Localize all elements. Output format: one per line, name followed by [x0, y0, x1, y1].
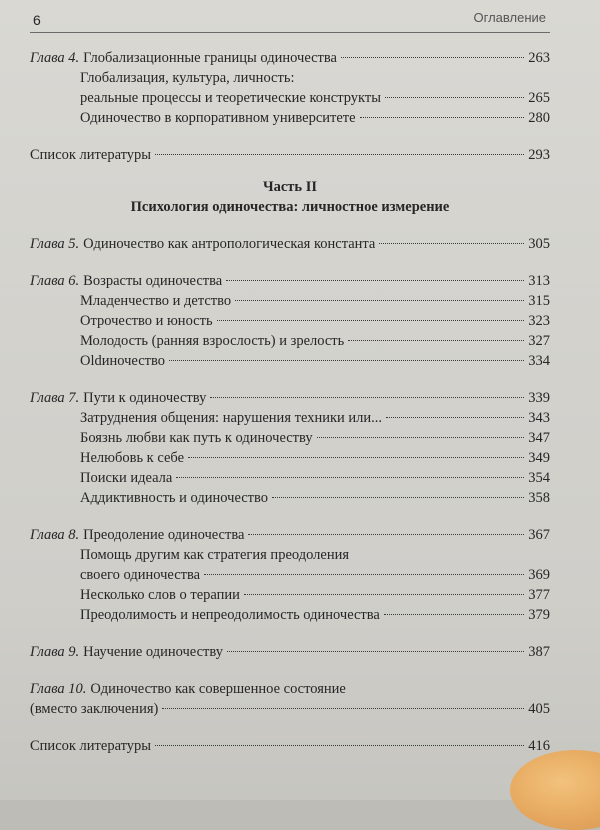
toc-entry[interactable]	[30, 679, 550, 699]
dot-leader	[341, 57, 524, 58]
entry-title: Глобализация, культура, личность:	[80, 70, 295, 86]
entry-title: Научение одиночеству	[83, 644, 223, 660]
toc-entry[interactable]	[30, 88, 550, 108]
chapter-label: Глава 6.	[30, 273, 80, 289]
entry-title: Список литературы	[30, 738, 152, 754]
toc-entry[interactable]	[30, 234, 550, 254]
entry-title: Пути к одиночеству	[83, 390, 207, 406]
entry-title: Одиночество в корпоративном университете	[80, 110, 356, 126]
entry-title: Боязнь любви как путь к одиночеству	[80, 430, 313, 446]
toc-entry[interactable]	[30, 331, 550, 351]
toc-entry[interactable]	[30, 108, 550, 128]
dot-leader	[176, 477, 524, 478]
toc-entry[interactable]	[30, 488, 550, 508]
toc-entry[interactable]	[30, 565, 550, 585]
page-ref: 358	[528, 490, 550, 506]
page-ref: 323	[528, 313, 550, 329]
page-ref: 416	[528, 738, 550, 754]
entry-title: Глобализационные границы одиночества	[83, 50, 337, 66]
spacer	[30, 217, 550, 234]
page-ref: 405	[528, 701, 550, 717]
toc-entry[interactable]	[30, 736, 550, 756]
header-rule	[30, 32, 550, 33]
toc-entry[interactable]	[30, 145, 550, 165]
entry-title: Молодость (ранняя взрослость) и зрелость	[80, 333, 345, 349]
toc-entry[interactable]	[30, 291, 550, 311]
dot-leader	[235, 300, 524, 301]
page-ref: 293	[528, 147, 550, 163]
chapter-label: Глава 8.	[30, 527, 80, 543]
spacer	[30, 371, 550, 388]
dot-leader	[348, 340, 524, 341]
page-ref: 387	[528, 644, 550, 660]
page-ref: 339	[528, 390, 550, 406]
entry-title: (вместо заключения)	[30, 701, 159, 717]
spacer	[30, 508, 550, 525]
entry-title: Отрочество и юность	[80, 313, 213, 329]
page-ref: 354	[528, 470, 550, 486]
page-ref: 369	[528, 567, 550, 583]
dot-leader	[272, 497, 524, 498]
finger-tip	[510, 750, 600, 830]
dot-leader	[210, 397, 524, 398]
dot-leader	[379, 243, 524, 244]
dot-leader	[155, 745, 524, 746]
entry-title: реальные процессы и теоретические конструкты	[80, 90, 381, 106]
entry-title: Затруднения общения: нарушения техники или...	[80, 410, 383, 426]
entry-title: Поиски идеала	[80, 470, 173, 486]
spacer	[30, 254, 550, 271]
spacer	[30, 165, 550, 177]
dot-leader	[384, 614, 524, 615]
toc-entry[interactable]	[30, 388, 550, 408]
entry-title: Одиночество как антропологическая константа	[83, 236, 376, 252]
toc-entry[interactable]	[30, 68, 550, 88]
dot-leader	[226, 280, 524, 281]
toc-entry[interactable]	[30, 525, 550, 545]
page-ref: 334	[528, 353, 550, 369]
page-ref: 280	[528, 110, 550, 126]
dot-leader	[385, 97, 524, 98]
toc-entry[interactable]	[30, 351, 550, 371]
toc-entry[interactable]	[30, 585, 550, 605]
entry-title: Oldиночество	[80, 353, 166, 369]
toc-entry[interactable]	[30, 408, 550, 428]
dot-leader	[169, 360, 524, 361]
entry-title: Помощь другим как стратегия преодоления	[80, 547, 350, 563]
dot-leader	[244, 594, 524, 595]
dot-leader	[248, 534, 524, 535]
spacer	[30, 719, 550, 736]
running-head: Оглавление	[473, 10, 546, 25]
toc-entry[interactable]	[30, 605, 550, 625]
part-title: Психология одиночества: личностное измерение	[130, 199, 450, 215]
page-number: 6	[33, 12, 41, 28]
page-ref: 263	[528, 50, 550, 66]
page-ref: 347	[528, 430, 550, 446]
entry-title: Нелюбовь к себе	[80, 450, 185, 466]
toc-entry[interactable]	[30, 448, 550, 468]
entry-title: Одиночество как совершенное состояние	[90, 681, 346, 697]
toc-entry[interactable]	[30, 271, 550, 291]
chapter-label: Глава 4.	[30, 50, 80, 66]
entry-title: Несколько слов о терапии	[80, 587, 240, 603]
entry-title: Список литературы	[30, 147, 152, 163]
page-ref: 343	[528, 410, 550, 426]
entry-title: своего одиночества	[80, 567, 201, 583]
chapter-label: Глава 10.	[30, 681, 87, 697]
page-ref: 367	[528, 527, 550, 543]
chapter-label: Глава 7.	[30, 390, 80, 406]
dot-leader	[227, 651, 524, 652]
entry-title: Преодоление одиночества	[83, 527, 245, 543]
entry-title: Возрасты одиночества	[83, 273, 223, 289]
chapter-label: Глава 5.	[30, 236, 80, 252]
page-ref: 377	[528, 587, 550, 603]
toc-entry[interactable]	[30, 699, 550, 719]
dot-leader	[204, 574, 524, 575]
dot-leader	[317, 437, 525, 438]
chapter-label: Глава 9.	[30, 644, 80, 660]
page-ref: 327	[528, 333, 550, 349]
spacer	[30, 128, 550, 145]
entry-title: Младенчество и детство	[80, 293, 232, 309]
toc-entry[interactable]	[30, 428, 550, 448]
dot-leader	[155, 154, 524, 155]
toc-entry[interactable]	[30, 468, 550, 488]
page-ref: 265	[528, 90, 550, 106]
page-ref: 379	[528, 607, 550, 623]
dot-leader	[162, 708, 524, 709]
page-ref: 313	[528, 273, 550, 289]
dot-leader	[360, 117, 525, 118]
dot-leader	[188, 457, 524, 458]
toc-entry[interactable]	[30, 48, 550, 68]
dot-leader	[217, 320, 525, 321]
toc-entry[interactable]	[30, 545, 550, 565]
part-title: Часть II	[262, 179, 318, 195]
toc-entry[interactable]	[30, 311, 550, 331]
toc-entry[interactable]	[30, 642, 550, 662]
entry-title: Аддиктивность и одиночество	[80, 490, 269, 506]
spacer	[30, 662, 550, 679]
page-ref: 349	[528, 450, 550, 466]
spacer	[30, 625, 550, 642]
page-ref: 305	[528, 236, 550, 252]
page-ref: 315	[528, 293, 550, 309]
table-of-contents	[30, 48, 550, 756]
entry-title: Преодолимость и непреодолимость одиночества	[80, 607, 380, 623]
dot-leader	[386, 417, 524, 418]
